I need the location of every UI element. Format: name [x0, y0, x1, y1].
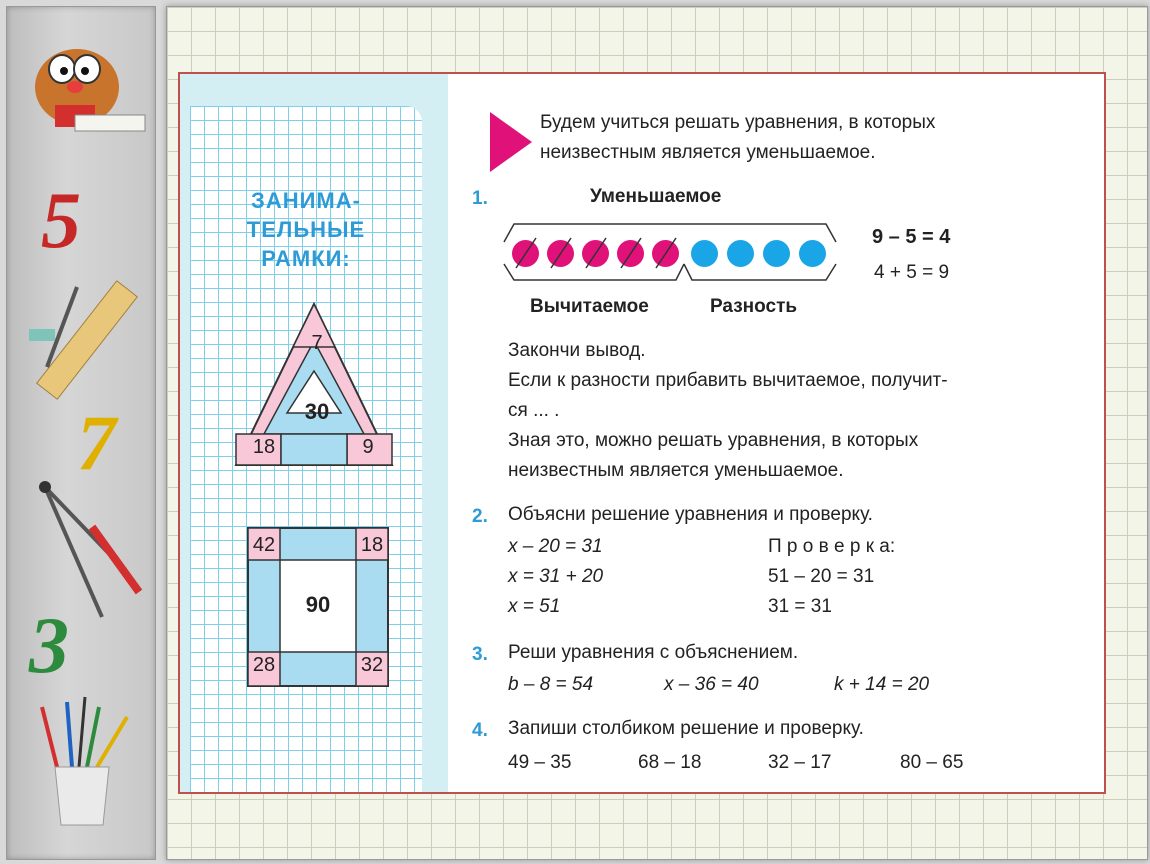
conclude-text: Закончи вывод. [508, 340, 646, 361]
task-2-number: 2. [472, 506, 488, 527]
square-br-value: 32 [360, 654, 384, 676]
digit-five-icon [41, 177, 81, 265]
triangle-left-value: 18 [252, 436, 276, 458]
task-4-number: 4. [472, 720, 488, 741]
owl-icon [35, 49, 145, 131]
rule-line-2: ся ... . [508, 400, 560, 421]
difference-dot [691, 240, 718, 267]
square-center-value: 90 [305, 592, 331, 617]
triangle-center-value: 30 [304, 399, 330, 424]
textbook-page [178, 72, 1106, 794]
triangle-top-value: 7 [311, 332, 323, 354]
task-3-equation-2: x – 36 = 40 [664, 674, 759, 695]
left-column [180, 74, 448, 792]
rule-line-4: неизвестным является уменьшаемое. [508, 460, 844, 481]
task-4-expression-1: 49 – 35 [508, 752, 572, 773]
subtrahend-label: Вычитаемое [530, 296, 649, 317]
difference-dot [763, 240, 790, 267]
square-bl-value: 28 [252, 654, 276, 676]
difference-label: Разность [710, 296, 798, 317]
task-2-text: Объясни решение уравнения и проверку. [508, 504, 873, 525]
panel-heading-line-1: ЗАНИМА- [251, 188, 361, 213]
rule-line-3: Зная это, можно решать уравнения, в которых [508, 430, 919, 451]
svg-text:3: 3 [29, 602, 69, 690]
task-3-number: 3. [472, 644, 488, 665]
solution-line-2: x = 31 + 20 [508, 566, 604, 587]
strike-lines [506, 234, 686, 274]
difference-dot [799, 240, 826, 267]
pencil-cup-icon [42, 697, 127, 825]
compass-icon [39, 481, 139, 617]
rule-line-1: Если к разности прибавить вычитаемое, получит- [508, 370, 948, 391]
check-line-1: 51 – 20 = 31 [768, 566, 875, 587]
difference-dot [727, 240, 754, 267]
ruler-pencil-icon [29, 281, 137, 399]
sidebar-art [7, 7, 155, 859]
solution-line-3: x = 51 [508, 596, 561, 617]
check-line-2: 31 = 31 [768, 596, 832, 617]
task-4-expression-3: 32 – 17 [768, 752, 832, 773]
task-3-text: Реши уравнения с объяснением. [508, 642, 799, 663]
digit-seven-icon [77, 399, 119, 486]
solution-line-1: x – 20 = 31 [508, 536, 603, 557]
check-label: П р о в е р к а: [768, 536, 896, 557]
task-3-equation-3: k + 14 = 20 [834, 674, 930, 695]
task-3-equation-1: b – 8 = 54 [508, 674, 594, 695]
intro-line-2: неизвестным является уменьшаемое. [540, 142, 876, 163]
digit-three-icon [28, 602, 69, 690]
triangle-right-value: 9 [362, 436, 374, 458]
minuend-label: Уменьшаемое [590, 186, 722, 207]
intro-line-1: Будем учиться решать уравнения, в которых [540, 112, 936, 133]
task-1-number: 1. [472, 188, 488, 209]
equation-4-5: 4 + 5 = 9 [874, 262, 950, 283]
task-4-text: Запиши столбиком решение и проверку. [508, 718, 864, 739]
square-tl-value: 42 [252, 534, 276, 556]
panel-heading-line-2: ТЕЛЬНЫЕ [246, 217, 366, 242]
play-marker-icon [488, 110, 534, 174]
svg-text:5: 5 [41, 177, 81, 265]
equation-9-5: 9 – 5 = 4 [872, 226, 951, 248]
task-4-expression-2: 68 – 18 [638, 752, 702, 773]
svg-text:7: 7 [77, 399, 116, 486]
decor-sidebar [6, 6, 156, 860]
task-4-expression-4: 80 – 65 [900, 752, 964, 773]
square-tr-value: 18 [360, 534, 384, 556]
panel-heading-line-3: РАМКИ: [261, 246, 351, 271]
